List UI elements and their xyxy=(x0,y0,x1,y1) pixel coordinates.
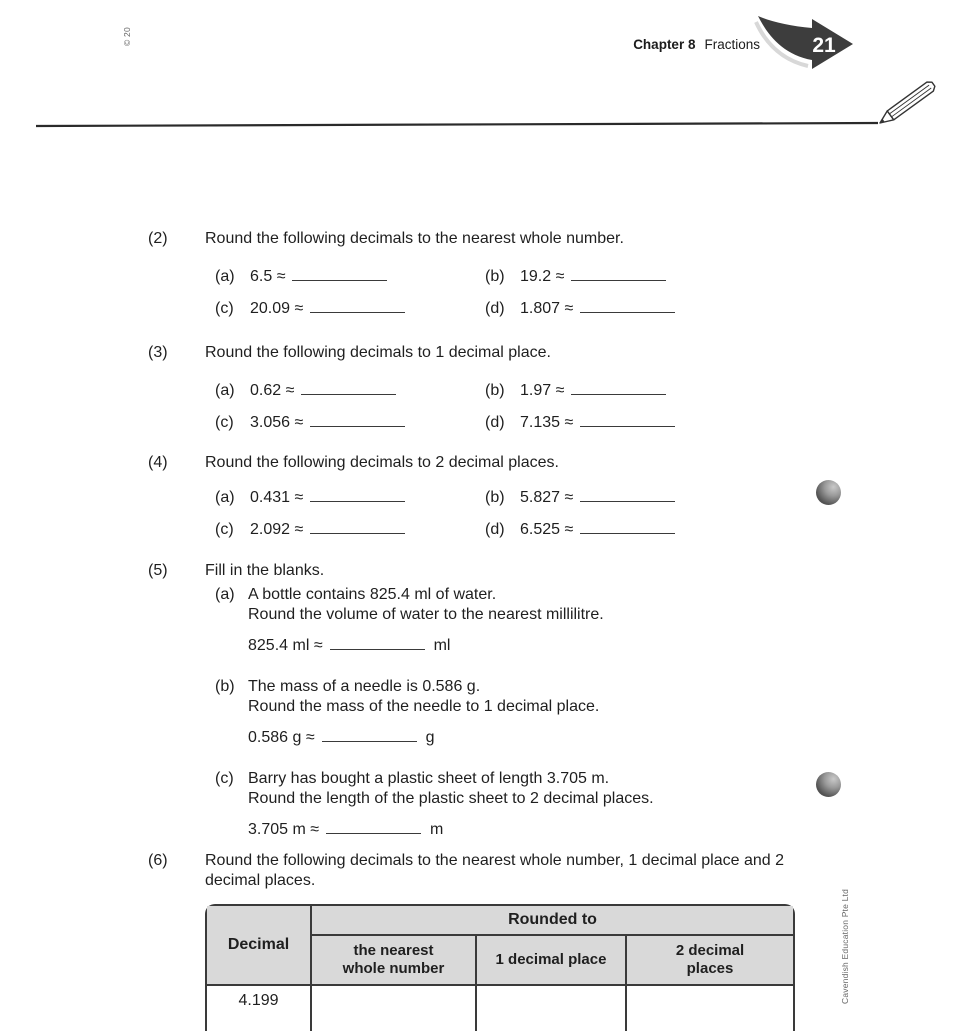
answer-blank xyxy=(580,299,675,313)
pencil-icon xyxy=(877,80,937,128)
item-expression xyxy=(520,413,675,433)
answer-blank xyxy=(322,728,417,742)
question-prompt: Fill in the blanks. xyxy=(205,562,325,579)
item-expression xyxy=(250,267,387,287)
item-label: (b) xyxy=(485,489,505,506)
table-subheader-whole-number: the nearest whole number xyxy=(312,936,477,986)
answer-blank xyxy=(310,488,405,502)
item-value: 3.056 ≈ xyxy=(250,414,304,431)
answer-rows xyxy=(205,381,808,445)
item-row xyxy=(205,488,808,520)
item-row xyxy=(205,381,808,413)
item-label: (c) xyxy=(215,521,234,538)
item-label: (c) xyxy=(215,770,234,787)
item-row xyxy=(205,299,808,331)
item-row xyxy=(205,267,808,299)
item-value: 0.62 ≈ xyxy=(250,382,295,399)
answer-blank xyxy=(310,413,405,427)
item-value: 6.5 ≈ xyxy=(250,268,286,285)
item-label: (c) xyxy=(215,414,234,431)
hole-punch-bottom xyxy=(816,772,841,797)
answer-blank xyxy=(571,381,666,395)
item-value: 7.135 ≈ xyxy=(520,414,574,431)
item-expression xyxy=(250,381,396,401)
item-expression xyxy=(520,267,666,287)
item-row xyxy=(205,413,808,445)
unit-label: ml xyxy=(433,637,451,654)
chapter-topic: Fractions xyxy=(704,37,760,52)
item-expression xyxy=(520,299,675,319)
item-label: (d) xyxy=(485,300,505,317)
section-divider-rule xyxy=(0,86,960,136)
answer-expression xyxy=(248,820,808,840)
left-margin-copyright-text: © 20 xyxy=(122,27,132,46)
item-value: 3.705 m ≈ xyxy=(248,821,320,838)
item-value: 0.586 g ≈ xyxy=(248,729,315,746)
item-value: 2.092 ≈ xyxy=(250,521,304,538)
item-expression xyxy=(520,488,675,508)
table-cell-answer xyxy=(477,986,627,1031)
item-value: 19.2 ≈ xyxy=(520,268,565,285)
question-number: (4) xyxy=(148,454,168,471)
answer-rows xyxy=(205,267,808,331)
answer-expression xyxy=(248,636,808,656)
item-label: (a) xyxy=(215,268,235,285)
word-problem-c xyxy=(205,769,808,840)
item-value: 5.827 ≈ xyxy=(520,489,574,506)
item-label: (a) xyxy=(215,382,235,399)
word-problem-b xyxy=(205,677,808,748)
item-value: 0.431 ≈ xyxy=(250,489,304,506)
item-label: (b) xyxy=(485,268,505,285)
item-expression xyxy=(520,520,675,540)
answer-blank xyxy=(310,299,405,313)
item-expression xyxy=(250,520,405,540)
question-number: (2) xyxy=(148,230,168,247)
hole-punch-top xyxy=(816,480,841,505)
table-cell-answer xyxy=(627,986,793,1031)
chapter-header xyxy=(520,37,760,52)
item-value: 20.09 ≈ xyxy=(250,300,304,317)
arrow-shape xyxy=(758,16,853,69)
item-label: (a) xyxy=(215,489,235,506)
answer-blank xyxy=(571,267,666,281)
item-label: (c) xyxy=(215,300,234,317)
answer-blank xyxy=(580,520,675,534)
problem-line: The mass of a needle is 0.586 g. xyxy=(248,678,481,695)
table-subheader-2dp: 2 decimal places xyxy=(627,936,793,986)
item-value: 1.807 ≈ xyxy=(520,300,574,317)
question-prompt: Round the following decimals to 2 decimal places. xyxy=(205,454,559,471)
problem-text xyxy=(248,585,808,625)
question-number: (6) xyxy=(148,852,168,869)
question-4 xyxy=(148,453,808,552)
problem-text xyxy=(248,769,808,809)
rounding-table xyxy=(205,904,795,1031)
item-value: 6.525 ≈ xyxy=(520,521,574,538)
question-6 xyxy=(148,851,808,1031)
answer-blank xyxy=(580,488,675,502)
chapter-label: Chapter 8 xyxy=(633,37,696,52)
question-prompt: Round the following decimals to the nearest whole number. xyxy=(205,230,624,247)
answer-blank xyxy=(301,381,396,395)
answer-blank xyxy=(330,636,425,650)
question-prompt: Round the following decimals to the nearest whole number, 1 decimal place and 2 decimal places. xyxy=(205,852,785,889)
item-expression xyxy=(250,488,405,508)
page-number: 21 xyxy=(812,34,836,57)
problem-text xyxy=(248,677,808,717)
table-cell-answer xyxy=(312,986,477,1031)
table-header-rounded-to: Rounded to xyxy=(312,906,793,936)
question-number: (5) xyxy=(148,562,168,579)
question-2 xyxy=(148,229,808,331)
item-expression xyxy=(520,381,666,401)
rule-line xyxy=(36,123,878,126)
question-3 xyxy=(148,343,808,445)
answer-blank xyxy=(292,267,387,281)
problem-line: Round the length of the plastic sheet to 2 decimal places. xyxy=(248,790,654,807)
answer-expression xyxy=(248,728,808,748)
answer-blank xyxy=(326,820,421,834)
problem-line: Round the mass of the needle to 1 decimal place. xyxy=(248,698,600,715)
word-problem-a xyxy=(205,585,808,656)
item-value: 1.97 ≈ xyxy=(520,382,565,399)
question-prompt: Round the following decimals to 1 decimal place. xyxy=(205,344,551,361)
item-label: (d) xyxy=(485,414,505,431)
answer-rows xyxy=(205,585,808,840)
question-5 xyxy=(148,561,808,861)
right-margin-publisher-text: Cavendish Education Pte Ltd xyxy=(840,888,850,1004)
item-label: (b) xyxy=(215,678,235,695)
page-number-arrow-badge xyxy=(754,12,860,76)
question-number: (3) xyxy=(148,344,168,361)
problem-line: Round the volume of water to the nearest millilitre. xyxy=(248,606,604,623)
table-header-decimal: Decimal xyxy=(207,906,312,986)
item-expression xyxy=(250,413,405,433)
answer-blank xyxy=(310,520,405,534)
problem-line: A bottle contains 825.4 ml of water. xyxy=(248,586,497,603)
item-label: (b) xyxy=(485,382,505,399)
item-expression xyxy=(250,299,405,319)
unit-label: g xyxy=(425,729,435,746)
item-label: (d) xyxy=(485,521,505,538)
table-subheader-1dp: 1 decimal place xyxy=(477,936,627,986)
item-row xyxy=(205,520,808,552)
table-cell-decimal: 4.199 xyxy=(207,986,312,1031)
item-value: 825.4 ml ≈ xyxy=(248,637,323,654)
problem-line: Barry has bought a plastic sheet of length 3.705 m. xyxy=(248,770,610,787)
unit-label: m xyxy=(430,821,444,838)
answer-blank xyxy=(580,413,675,427)
item-label: (a) xyxy=(215,586,235,603)
answer-rows xyxy=(205,488,808,552)
